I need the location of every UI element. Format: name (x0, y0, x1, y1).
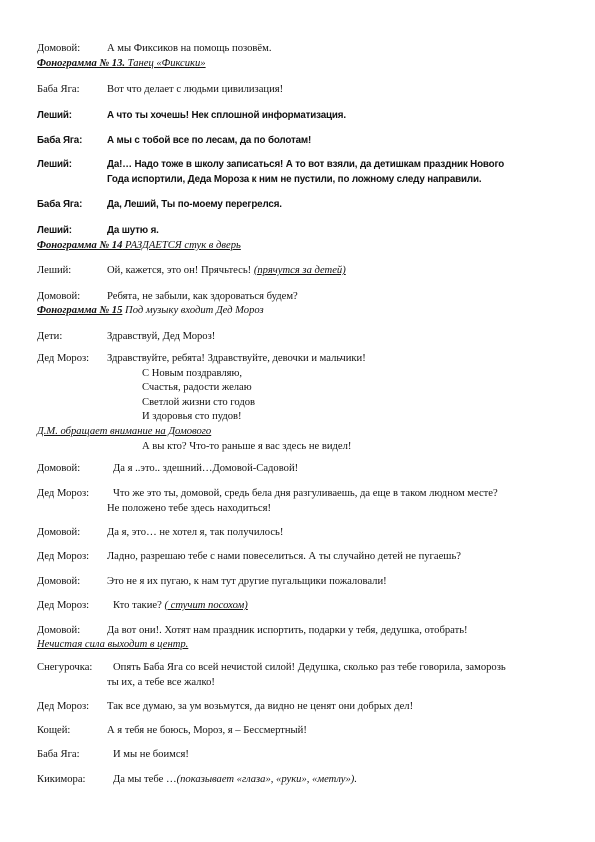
replica: Да я ..это.. здешний…Домовой-Садовой! (113, 463, 299, 474)
line-32 (0, 700, 595, 714)
phonogram-number: Фонограмма № 14 (37, 240, 123, 251)
speaker: Баба Яга: (37, 135, 83, 146)
stage-note: (показывает «глаза», «руки», «метлу»). (176, 774, 357, 785)
speaker: Домовой: (37, 43, 81, 54)
replica: Здравствуй, Дед Мороз! (107, 331, 216, 342)
line-11 (0, 290, 595, 304)
line-33 (0, 724, 595, 738)
verse-line: С Новым поздравляю, (142, 368, 243, 379)
line-34 (0, 748, 595, 762)
speaker: Леший: (37, 225, 72, 236)
replica: Опять Баба Яга со всей нечистой силой! Дедушка, сколько раз тебе говорила, заморозь (113, 662, 506, 673)
line-26 (0, 575, 595, 589)
line-5 (0, 158, 595, 172)
speaker: Дед Мороз: (37, 488, 90, 499)
phonogram-heading-15 (0, 304, 595, 318)
line-31 (0, 676, 595, 690)
replica: Да я, это… не хотел я, так получилось! (107, 527, 284, 538)
replica: И мы не боимся! (113, 749, 189, 760)
line-10 (0, 264, 595, 278)
replica: Да мы тебе … (113, 774, 177, 785)
speaker: Домовой: (37, 576, 81, 587)
line-21 (0, 462, 595, 476)
replica: А мы с тобой все по лесам, да по болотам! (107, 135, 312, 146)
replica: Так все думаю, за ум возьмутся, да видно не ценят они добрых дел! (107, 701, 414, 712)
replica-continuation: Не положено тебе здесь находиться! (107, 503, 271, 514)
line-35 (0, 773, 595, 787)
stage-note: ( стучит посохом) (164, 600, 248, 611)
line-28 (0, 624, 595, 638)
speaker: Домовой: (37, 463, 81, 474)
speaker: Дед Мороз: (37, 353, 90, 364)
replica: Да, Леший, Ты по-моему перегрелся. (107, 199, 282, 210)
replica: А я тебя не боюсь, Мороз, я – Бессмертный! (107, 725, 307, 736)
replica: Кто такие? (113, 600, 162, 611)
line-24 (0, 526, 595, 540)
replica: Да вот они!. Хотят нам праздник испортить, подарки у тебя, дедушка, отобрать! (107, 625, 468, 636)
phonogram-number: Фонограмма № 13. (37, 58, 126, 69)
phonogram-heading-14 (0, 239, 595, 253)
replica: Ой, кажется, это он! Прячьтесь! (107, 265, 252, 276)
replica: Да!… Надо тоже в школу записаться! А то вот взяли, да детишкам праздник Нового (107, 159, 505, 170)
speaker: Домовой: (37, 527, 81, 538)
line-27 (0, 599, 595, 613)
line-30 (0, 661, 595, 675)
speaker: Кикимора: (37, 774, 86, 785)
phonogram-heading-13 (0, 57, 595, 71)
line-6 (0, 173, 595, 187)
line-8 (0, 224, 595, 238)
line-14 (0, 352, 595, 366)
verse-line: Светлой жизни сто годов (142, 397, 256, 408)
speaker: Домовой: (37, 625, 81, 636)
speaker: Баба Яга: (37, 199, 83, 210)
stage-note: (прячутся за детей) (253, 265, 346, 276)
speaker: Баба Яга: (37, 84, 80, 95)
replica: А мы Фиксиков на помощь позовём. (107, 43, 272, 54)
replica-continuation: ты их, а тебе все жалко! (107, 677, 215, 688)
speaker: Дед Мороз: (37, 600, 90, 611)
phonogram-description: Танец «Фиксики» (125, 58, 206, 69)
phonogram-number: Фонограмма № 15 (37, 305, 123, 316)
speaker: Снегурочка: (37, 662, 93, 673)
replica: Ладно, разрешаю тебе с нами повеселиться. А ты случайно детей не пугаешь? (107, 551, 461, 562)
stage-direction: Нечистая сила выходит в центр. (37, 639, 189, 650)
speaker: Дед Мороз: (37, 551, 90, 562)
speaker: Дед Мороз: (37, 701, 90, 712)
line-13 (0, 330, 595, 344)
line-2 (0, 83, 595, 97)
line-23 (0, 502, 595, 516)
speaker: Домовой: (37, 291, 81, 302)
verse-line: Счастья, радости желаю (142, 382, 252, 393)
stage-direction: Д.М. обращает внимание на Домового (37, 426, 212, 437)
replica: А что ты хочешь! Нек сплошной информатизация. (107, 110, 346, 121)
replica: Вот что делает с людьми цивилизация! (107, 84, 284, 95)
line-0 (0, 42, 595, 56)
speaker: Дети: (37, 331, 63, 342)
verse-line: А вы кто? Что-то раньше я вас здесь не видел! (142, 441, 352, 452)
replica: Это не я их пугаю, к нам тут другие пугальщики пожаловали! (107, 576, 387, 587)
replica-continuation: Года испортили, Деда Мороза к ним не пустили, по ложному следу направили. (107, 174, 482, 185)
speaker: Леший: (37, 159, 72, 170)
line-4 (0, 134, 595, 148)
speaker: Леший: (37, 110, 72, 121)
line-7 (0, 198, 595, 212)
speaker: Баба Яга: (37, 749, 80, 760)
replica: Да шутю я. (107, 225, 159, 236)
line-22 (0, 487, 595, 501)
verse-line: И здоровья сто пудов! (142, 411, 242, 422)
line-3 (0, 109, 595, 123)
replica: Здравствуйте, ребята! Здравствуйте, девочки и мальчики! (107, 353, 366, 364)
speaker: Леший: (37, 265, 72, 276)
speaker: Кощей: (37, 725, 71, 736)
phonogram-description: Под музыку входит Дед Мороз (122, 305, 264, 316)
phonogram-description: РАЗДАЕТСЯ стук в дверь (122, 240, 241, 251)
replica: Что же это ты, домовой, средь бела дня разгуливаешь, да еще в таком людном месте? (113, 488, 498, 499)
line-25 (0, 550, 595, 564)
replica: Ребята, не забыли, как здороваться будем? (107, 291, 298, 302)
